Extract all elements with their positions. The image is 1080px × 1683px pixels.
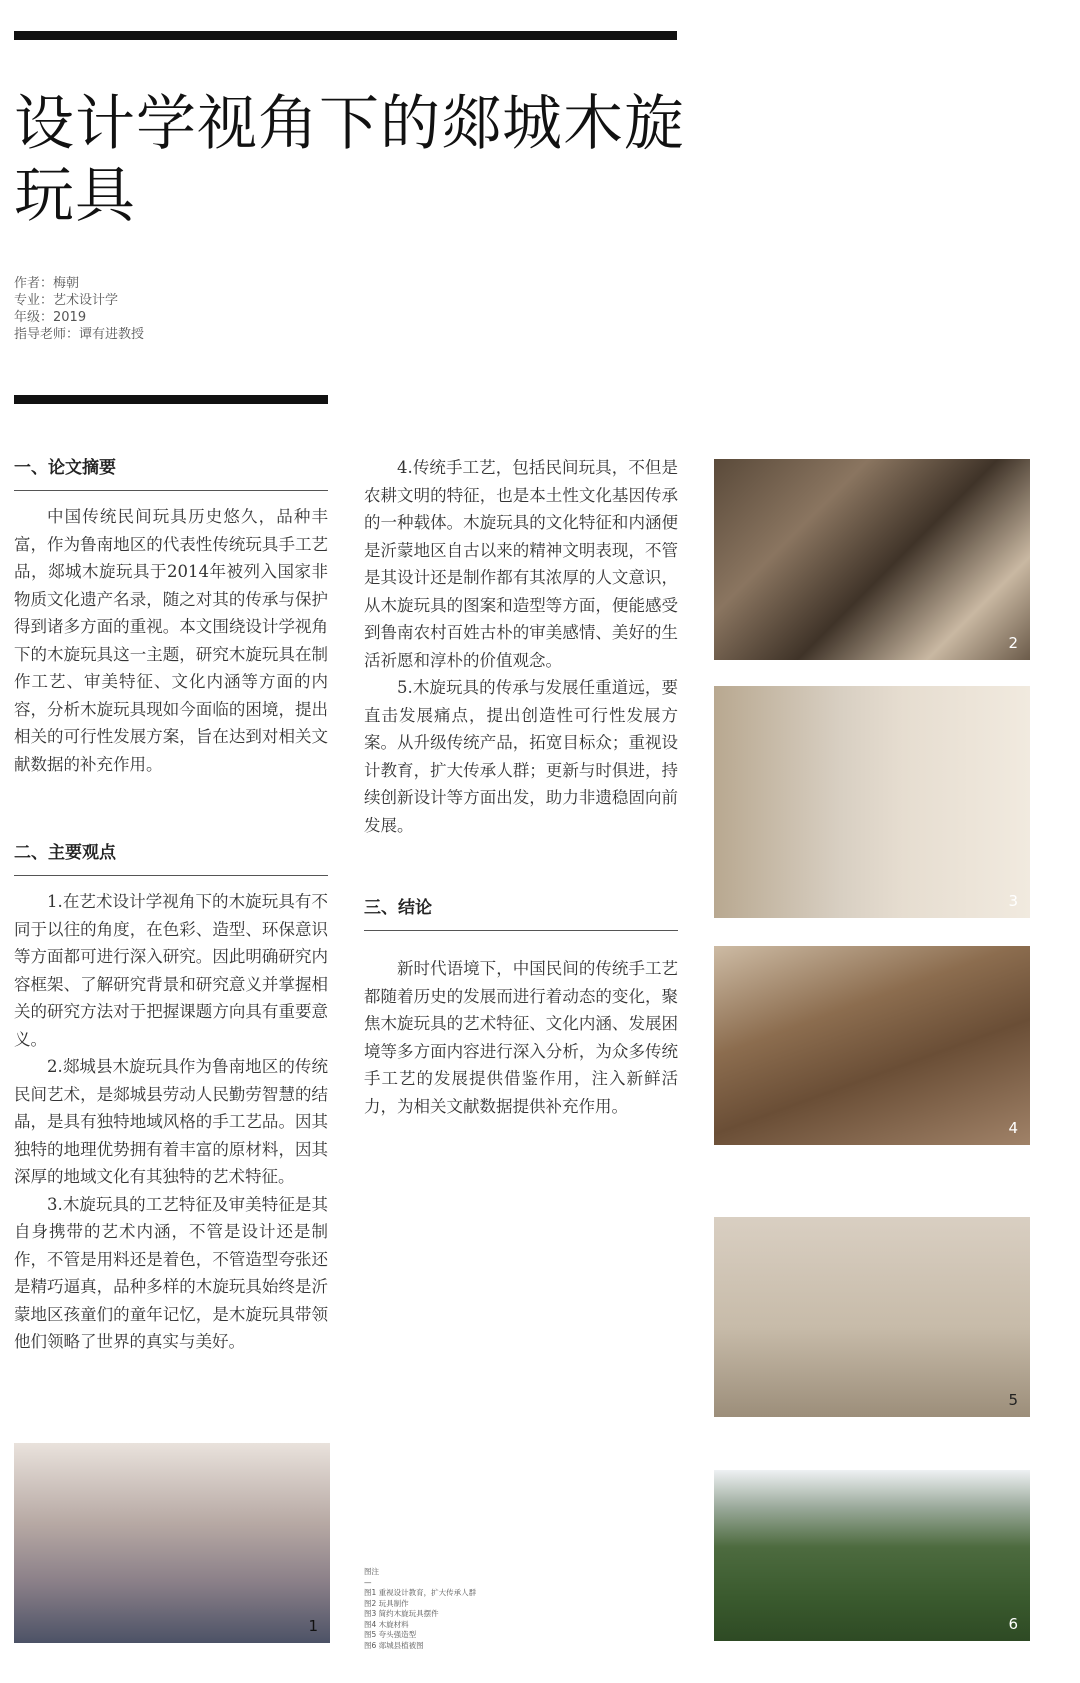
photo-toy-display: [714, 686, 1030, 918]
caption-item: 图6 郯城县植被图: [364, 1640, 424, 1650]
view-paragraph-5: 5.木旋玩具的传承与发展任重道远，要直击发展痛点，提出创造性可行性发展方案。从升级传统产品，拓宽目标众；重视设计教育，扩大传承人群；更新与时俱进，持续创新设计等方面出发，助力非遗稳固向前发展。: [364, 678, 678, 835]
caption-item: 图5 夸头强造型: [364, 1630, 417, 1639]
photo-number: 6: [1008, 1615, 1018, 1633]
caption-item: 图3 简约木旋玩具摆件: [364, 1609, 439, 1618]
views-body-right: [364, 454, 678, 839]
photo-toy-car: [714, 1217, 1030, 1417]
author-line: 作者：梅朝: [14, 276, 80, 291]
photo-forest: [714, 1470, 1030, 1641]
abstract-heading: 一、论文摘要: [14, 453, 328, 491]
abstract-paragraph: 中国传统民间玩具历史悠久，品种丰富，作为鲁南地区的代表性传统玩具手工艺品，郯城木旋玩具于2014年被列入国家非物质文化遗产名录，随之对其的传承与保护得到诸多方面的重视。本文围绕设计学视角下的木旋玩具这一主题，研究木旋玩具在制作工艺、审美特征、文化内涵等方面的内容，分析木旋玩具现如今面临的困境，提出相关的可行性发展方案，旨在达到对相关文献数据的补充作用。: [14, 507, 328, 774]
view-paragraph-1: 1.在艺术设计学视角下的木旋玩具有不同于以往的角度，在色彩、造型、环保意识等方面都可进行深入研究。因此明确研究内容框架、了解研究背景和研究意义并掌握相关的研究方法对于把握课题方向具有重要意义。: [14, 892, 328, 1049]
caption-item: 图1 重视设计教育，扩大传承人群: [364, 1588, 477, 1597]
photo-toy-making: [714, 459, 1030, 660]
caption-dash: —: [364, 1577, 372, 1587]
photo-number: 5: [1008, 1391, 1018, 1409]
author-info: [14, 275, 144, 343]
photo-number: 1: [308, 1617, 318, 1635]
view-paragraph-4: 4.传统手工艺，包括民间玩具，不但是农耕文明的特征，也是本土性文化基因传承的一种载体。木旋玩具的文化特征和内涵便是沂蒙地区自古以来的精神文明表现，不管是其设计还是制作都有其浓厚的人文意识，从木旋玩具的图案和造型等方面，便能感受到鲁南农村百姓古朴的审美感情、美好的生活祈愿和淳朴的价值观念。: [364, 458, 678, 670]
views-body-left: [14, 888, 328, 1356]
photo-number: 4: [1008, 1119, 1018, 1137]
figure-captions: [364, 1567, 564, 1651]
conclusion-heading: 三、结论: [364, 893, 678, 931]
caption-item: 图2 玩具制作: [364, 1598, 409, 1608]
photo-students: [14, 1443, 330, 1643]
section-rule: [14, 395, 328, 404]
caption-item: 图4 木旋材料: [364, 1619, 409, 1629]
photo-wood-material: [714, 946, 1030, 1145]
photo-number: 3: [1008, 892, 1018, 910]
views-heading: 二、主要观点: [14, 838, 328, 876]
grade-line: 年级：2019: [14, 310, 87, 325]
page-title: 设计学视角下的郯城木旋玩具: [14, 89, 685, 231]
major-line: 专业：艺术设计学: [14, 293, 119, 308]
top-rule: [14, 31, 677, 40]
advisor-line: 指导老师：谭有进教授: [14, 327, 145, 342]
conclusion-body: [364, 955, 678, 1120]
view-paragraph-3: 3.木旋玩具的工艺特征及审美特征是其自身携带的艺术内涵，不管是设计还是制作，不管是用料还是着色，不管造型夸张还是精巧逼真，品种多样的木旋玩具始终是沂蒙地区孩童们的童年记忆，是木旋玩具带领他们领略了世界的真实与美好。: [14, 1194, 328, 1351]
caption-heading: 图注: [364, 1567, 379, 1576]
abstract-body: [14, 503, 328, 778]
photo-number: 2: [1008, 634, 1018, 652]
view-paragraph-2: 2.郯城县木旋玩具作为鲁南地区的传统民间艺术，是郯城县劳动人民勤劳智慧的结晶，是具有独特地域风格的手工艺品。因其独特的地理优势拥有着丰富的原材料，因其深厚的地域文化有其独特的艺术特征。: [14, 1057, 328, 1186]
conclusion-paragraph: 新时代语境下，中国民间的传统手工艺都随着历史的发展而进行着动态的变化，聚焦木旋玩具的艺术特征、文化内涵、发展困境等多方面内容进行深入分析，为众多传统手工艺的发展提供借鉴作用，注入新鲜活力，为相关文献数据提供补充作用。: [364, 959, 678, 1116]
